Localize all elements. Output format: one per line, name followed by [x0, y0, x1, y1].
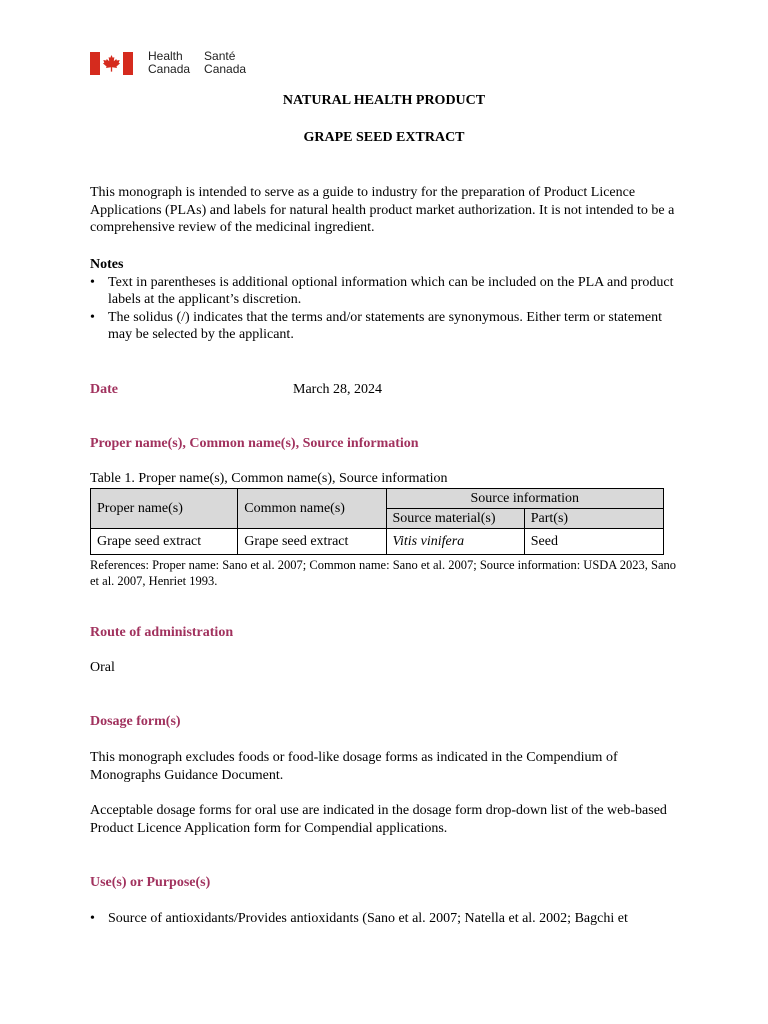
route-value: Oral — [90, 660, 115, 675]
names-table — [90, 488, 664, 555]
cell-common-name: Grape seed extract — [238, 529, 386, 555]
logo-sante-text: Santé — [204, 49, 236, 63]
notes-list — [90, 274, 680, 344]
notes-section — [90, 256, 680, 344]
header-common-name: Common name(s) — [238, 489, 386, 529]
list-item: • Text in parentheses is additional optional information which can be included on the PLA and product labels at the applicant’s discretion. — [90, 274, 680, 309]
notes-heading: Notes — [90, 257, 124, 272]
list-item: • The solidus (/) indicates that the terms and/or statements are synonymous. Either term or statement may be selected by the applicant. — [90, 309, 680, 344]
canada-flag-icon — [90, 52, 133, 75]
health-canada-logo — [90, 50, 260, 76]
logo-health-text: Health — [148, 49, 183, 63]
document-subtitle: GRAPE SEED EXTRACT — [303, 130, 465, 145]
uses-list — [90, 910, 690, 928]
references-text: References: Proper name: Sano et al. 2007; Common name: Sano et al. 2007; Source information: USDA 2023, Sano et al. 2007, Henriet 1993. — [90, 558, 677, 588]
logo-canada-fr-text: Canada — [204, 62, 247, 76]
header-source-material: Source material(s) — [386, 509, 524, 529]
dosage-paragraph-1: This monograph excludes foods or food-like dosage forms as indicated in the Compendium of Monographs Guidance Document. — [90, 750, 618, 783]
header-source-information: Source information — [386, 489, 664, 509]
cell-proper-name: Grape seed extract — [91, 529, 238, 555]
uses-heading: Use(s) or Purpose(s) — [90, 875, 211, 890]
logo-canada-en-text: Canada — [148, 62, 191, 76]
names-section-heading: Proper name(s), Common name(s), Source information — [90, 436, 419, 451]
dosage-paragraph-2: Acceptable dosage forms for oral use are indicated in the dosage form drop-down list of the web-based Product Licence Application form for Compendial applications. — [90, 803, 667, 836]
cell-source-material: Vitis vinifera — [386, 529, 524, 555]
intro-paragraph: This monograph is intended to serve as a guide to industry for the preparation of Product Licence Applications (PLAs) and labels for natural health product market authorization. It is not intended to be a comprehensive review of the medicinal ingredient. — [90, 185, 675, 235]
date-label: Date — [90, 382, 118, 397]
header-parts: Part(s) — [524, 509, 663, 529]
header-proper-name: Proper name(s) — [91, 489, 238, 529]
dosage-heading: Dosage form(s) — [90, 714, 181, 729]
date-value: March 28, 2024 — [293, 382, 383, 397]
route-heading: Route of administration — [90, 625, 234, 640]
list-item: • Source of antioxidants/Provides antioxidants (Sano et al. 2007; Natella et al. 2002; Bagchi et — [90, 910, 690, 928]
table-caption: Table 1. Proper name(s), Common name(s), Source information — [90, 471, 448, 486]
cell-part: Seed — [524, 529, 663, 555]
table-row — [91, 529, 664, 555]
document-title: NATURAL HEALTH PRODUCT — [282, 93, 486, 108]
